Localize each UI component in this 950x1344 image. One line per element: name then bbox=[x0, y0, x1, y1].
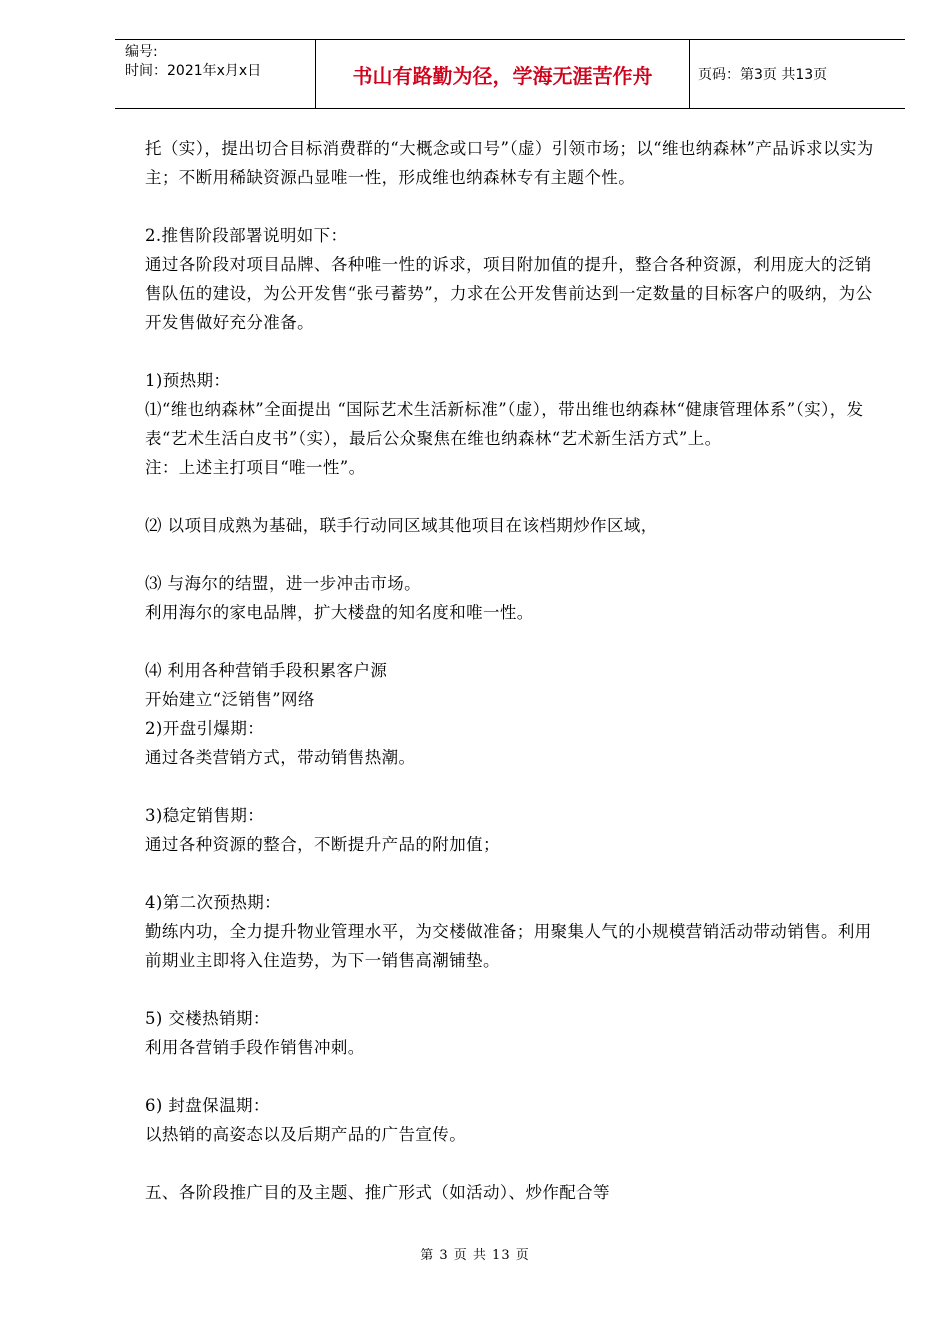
paragraph: ⑴“维也纳森林”全面提出 “国际艺术生活新标准”（虚），带出维也纳森林“健康管理体系”（实），发表“艺术生活白皮书”（实），最后公众聚焦在维也纳森林“艺术新生活方式”上。 bbox=[145, 400, 864, 448]
paragraph: 利用海尔的家电品牌，扩大楼盘的知名度和唯一性。 bbox=[145, 603, 534, 622]
paragraph-gap bbox=[145, 337, 875, 366]
paragraph-gap bbox=[145, 192, 875, 221]
paragraph: ⑷ 利用各种营销手段积累客户源 bbox=[145, 661, 388, 680]
paragraph-gap bbox=[145, 1149, 875, 1178]
paragraph: 6) 封盘保温期： bbox=[145, 1096, 270, 1115]
paragraph: 勤练内功，全力提升物业管理水平，为交楼做准备；用聚集人气的小规模营销活动带动销售。利用前期业主即将入住造势，为下一销售高潮铺垫。 bbox=[145, 922, 872, 970]
paragraph-gap bbox=[145, 627, 875, 656]
document-body bbox=[145, 134, 875, 1207]
page-footer: 第 3 页 共 13 页 bbox=[420, 1248, 530, 1263]
paragraph: 通过各种资源的整合，不断提升产品的附加值； bbox=[145, 835, 500, 854]
header-motto: 书山有路勤为径，学海无涯苦作舟 bbox=[316, 40, 690, 108]
paragraph-gap bbox=[145, 772, 875, 801]
paragraph-gap bbox=[145, 482, 875, 511]
paragraph-gap bbox=[145, 540, 875, 569]
paragraph: 1)预热期： bbox=[145, 371, 231, 390]
paragraph: 3)稳定销售期： bbox=[145, 806, 265, 825]
header-meta bbox=[115, 40, 316, 108]
paragraph: 开始建立“泛销售”网络 bbox=[145, 690, 315, 709]
paragraph: 托（实），提出切合目标消费群的“大概念或口号”（虚）引领市场；以“维也纳森林”产品诉求以实为主；不断用稀缺资源凸显唯一性，形成维也纳森林专有主题个性。 bbox=[145, 139, 874, 187]
header-page-info: 页码：第3页 共13页 bbox=[698, 67, 828, 83]
paragraph: 以热销的高姿态以及后期产品的广告宣传。 bbox=[145, 1125, 467, 1144]
paragraph: 利用各营销手段作销售冲刺。 bbox=[145, 1038, 365, 1057]
paragraph: 注：上述主打项目“唯一性”。 bbox=[145, 458, 366, 477]
paragraph-gap bbox=[145, 859, 875, 888]
paragraph: ⑵ 以项目成熟为基础，联手行动同区域其他项目在该档期炒作区域， bbox=[145, 516, 658, 535]
paragraph: 2.推售阶段部署说明如下： bbox=[145, 226, 348, 245]
paragraph: 五、各阶段推广目的及主题、推广形式（如活动）、炒作配合等 bbox=[145, 1183, 610, 1202]
paragraph: ⑶ 与海尔的结盟，进一步冲击市场。 bbox=[145, 574, 422, 593]
paragraph-gap bbox=[145, 975, 875, 1004]
paragraph: 5) 交楼热销期： bbox=[145, 1009, 270, 1028]
paragraph: 通过各阶段对项目品牌、各种唯一性的诉求，项目附加值的提升，整合各种资源，利用庞大的泛销售队伍的建设，为公开发售“张弓蓄势”，力求在公开发售前达到一定数量的目标客户的吸纳，为公开发售做好充分准备。 bbox=[145, 255, 873, 332]
paragraph: 4)第二次预热期： bbox=[145, 893, 282, 912]
paragraph: 2)开盘引爆期： bbox=[145, 719, 265, 738]
paragraph-gap bbox=[145, 1062, 875, 1091]
doc-time-label: 时间：2021年x月x日 bbox=[125, 63, 262, 79]
doc-number-label: 编号: bbox=[125, 44, 158, 60]
paragraph: 通过各类营销方式，带动销售热潮。 bbox=[145, 748, 416, 767]
page-header bbox=[115, 39, 905, 109]
